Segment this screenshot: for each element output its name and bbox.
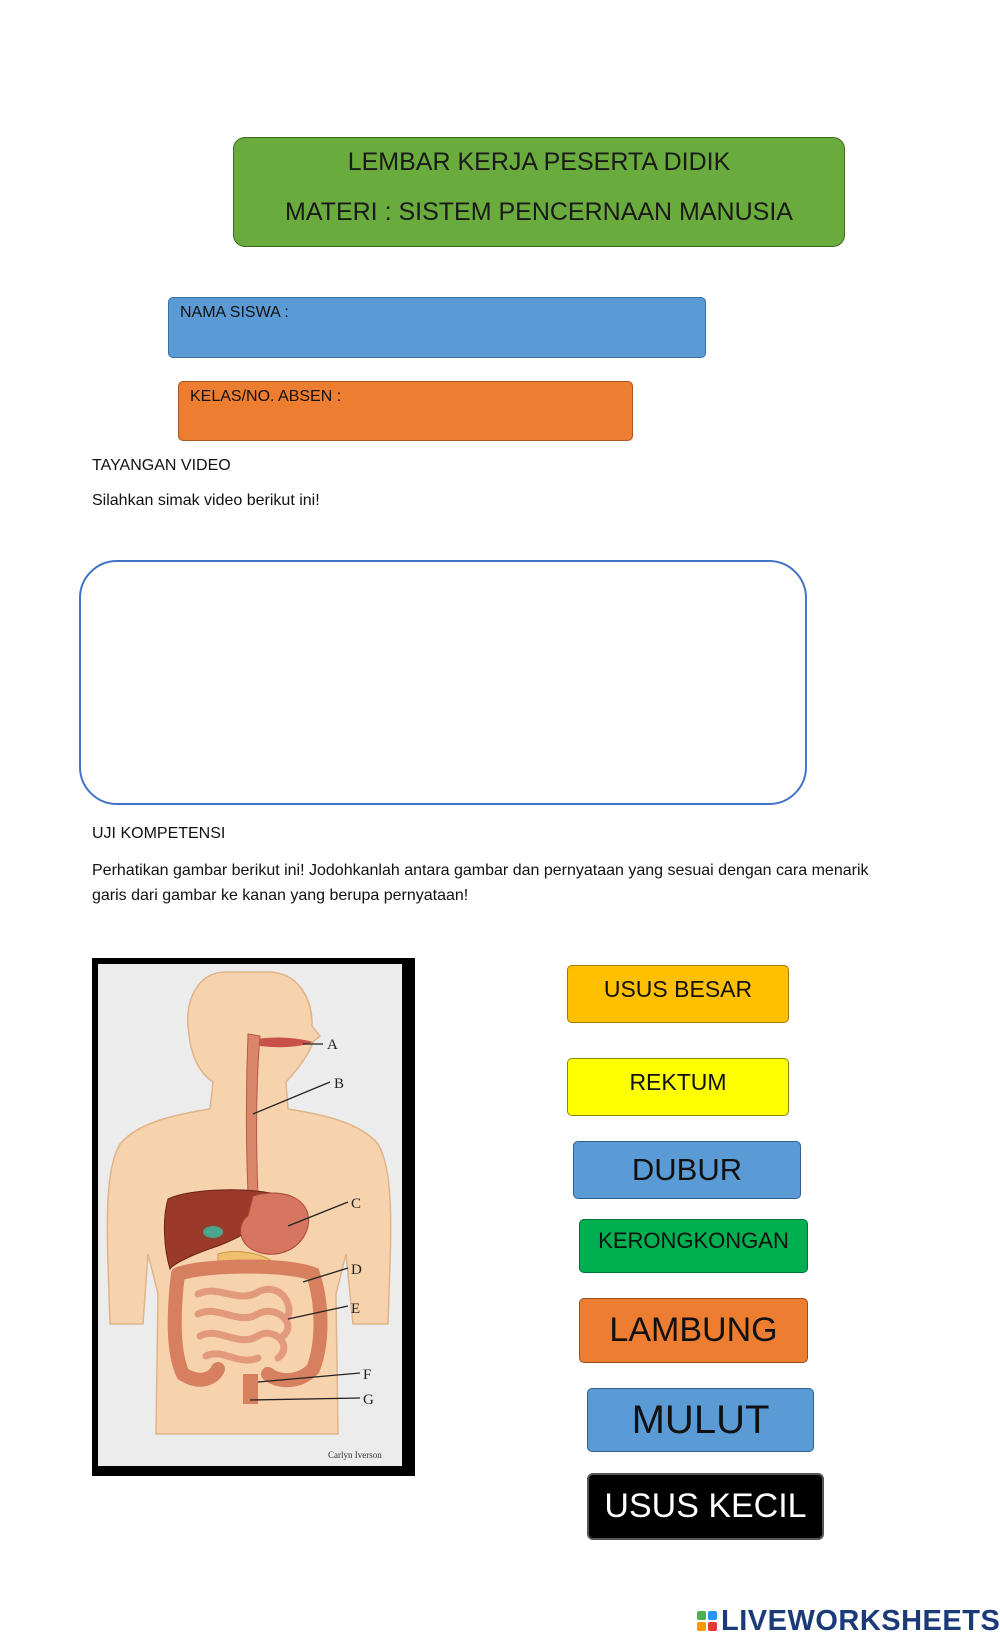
answer-option-kerongkongan[interactable]: KERONGKONGAN xyxy=(579,1219,808,1273)
student-name-label: NAMA SISWA : xyxy=(180,304,289,321)
video-heading: TAYANGAN VIDEO xyxy=(92,457,231,474)
worksheet-title-box xyxy=(233,137,845,247)
answer-option-mulut[interactable]: MULUT xyxy=(587,1388,814,1452)
answer-option-usus-kecil[interactable]: USUS KECIL xyxy=(587,1473,824,1540)
digestive-system-diagram xyxy=(92,958,415,1476)
liveworksheets-footer[interactable] xyxy=(697,1604,1000,1637)
diagram-letter-d: D xyxy=(351,1262,362,1278)
diagram-credit: Carlyn Iverson xyxy=(328,1450,382,1460)
diagram-letter-e: E xyxy=(351,1301,361,1317)
diagram-letter-g: G xyxy=(363,1392,374,1408)
diagram-letter-a: A xyxy=(327,1037,338,1053)
diagram-letter-c: C xyxy=(351,1196,362,1212)
video-player[interactable] xyxy=(79,560,807,805)
diagram-letter-b: B xyxy=(334,1076,345,1092)
student-name-field[interactable] xyxy=(168,297,706,358)
answer-option-rektum[interactable]: REKTUM xyxy=(567,1058,789,1116)
quiz-heading: UJI KOMPETENSI xyxy=(92,825,226,842)
answer-option-dubur[interactable]: DUBUR xyxy=(573,1141,801,1199)
liveworksheets-brand: LIVEWORKSHEETS xyxy=(721,1604,1000,1637)
video-instruction: Silahkan simak video berikut ini! xyxy=(92,492,320,509)
quiz-instruction: Perhatikan gambar berikut ini! Jodohkanlah antara gambar dan pernyataan yang sesuai dengan cara menarik garis dari gambar ke kanan yang berupa pernyataan! xyxy=(92,862,869,904)
class-number-label: KELAS/NO. ABSEN : xyxy=(190,388,342,405)
answer-option-lambung[interactable]: LAMBUNG xyxy=(579,1298,808,1363)
worksheet-subject: MATERI : SISTEM PENCERNAAN MANUSIA xyxy=(285,198,793,226)
answer-option-usus-besar[interactable]: USUS BESAR xyxy=(567,965,789,1023)
class-number-field[interactable] xyxy=(178,381,633,441)
digestive-illustration xyxy=(98,964,402,1466)
liveworksheets-logo-icon xyxy=(697,1611,717,1631)
worksheet-title: LEMBAR KERJA PESERTA DIDIK xyxy=(347,148,731,176)
diagram-letter-f: F xyxy=(363,1367,372,1383)
